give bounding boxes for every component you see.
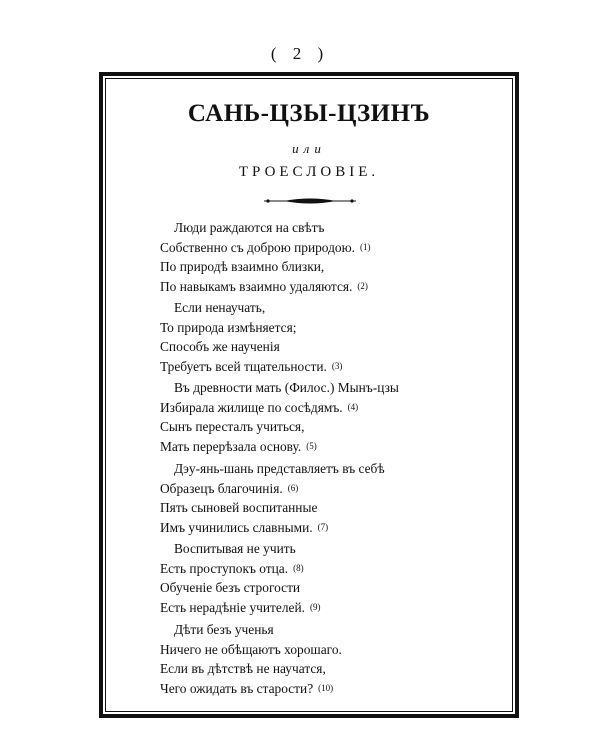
verse-line <box>160 437 399 457</box>
verse-text: Мать перерѣзала основу. <box>160 438 302 454</box>
footnote-marker: (1) <box>359 241 371 252</box>
footnote-marker: (5) <box>306 440 317 451</box>
verse-text: Требуетъ всей тщательности. <box>160 358 327 374</box>
verse-line <box>160 620 342 640</box>
stanza <box>160 620 342 698</box>
verse-text: Сынъ пересталъ учиться, <box>160 419 305 434</box>
verse-text: По природѣ взаимно близки, <box>160 259 325 274</box>
verse-line <box>160 378 399 398</box>
stanza <box>160 298 342 376</box>
verse-line <box>160 679 342 699</box>
verse-text: Ничего не обѣщаютъ хорошаго. <box>160 641 342 657</box>
footnote-marker: (4) <box>347 401 359 412</box>
verse-text: Въ древности мать (Филос.) Мынъ-цзы <box>174 380 399 395</box>
page-subtitle: ТРОЕСЛОВІЕ. <box>238 164 380 180</box>
footnote-marker: (8) <box>293 562 304 573</box>
verse-line <box>160 498 385 518</box>
verse-line <box>160 218 370 238</box>
footnote-marker: (3) <box>331 360 343 371</box>
verse-line <box>160 578 320 598</box>
verse-text: Имъ учинились славными. <box>160 519 313 535</box>
verse-line <box>160 539 320 559</box>
verse-line <box>160 417 399 437</box>
stanza <box>160 218 370 296</box>
footnote-marker: (2) <box>357 280 368 291</box>
verse-text: Чего ожидать въ старости? <box>160 680 314 696</box>
verse-text: Люди раждаются на свѣтъ <box>174 220 325 235</box>
verse-text: Способъ же наученія <box>160 339 280 354</box>
verse-text: Избирала жилище по сосѣдямъ. <box>160 399 343 415</box>
verse-line <box>160 479 385 499</box>
verse-text: Если въ дѣтствѣ не научатся, <box>160 661 326 676</box>
verse-text: То природа измѣняется; <box>160 319 297 335</box>
verse-line <box>160 318 342 338</box>
verse-line <box>160 277 370 297</box>
verse-line <box>160 257 370 277</box>
verse-line <box>160 659 342 679</box>
verse-text: Дэу-янь-шань представляетъ въ себѣ <box>174 461 385 476</box>
footnote-marker: (6) <box>287 482 299 493</box>
ornament-divider <box>262 194 358 208</box>
verse-text: Воспитывая не учить <box>174 541 296 556</box>
footnote-marker: (9) <box>309 601 321 612</box>
title-connector: или <box>292 141 326 156</box>
stanza <box>160 378 399 456</box>
verse-text: Образецъ благочинія. <box>160 480 283 496</box>
page-title: САНЬ-ЦЗЫ-ЦЗИНЪ <box>187 100 431 127</box>
verse-text: Обученіе безъ строгости <box>160 580 301 595</box>
verse-line <box>160 238 370 258</box>
verse-line <box>160 559 320 579</box>
verse-line <box>160 598 320 618</box>
verse-text: Есть проступокъ отца. <box>160 560 289 576</box>
footnote-marker: (10) <box>318 682 334 693</box>
verse-line <box>160 298 342 318</box>
verse-line <box>160 518 385 538</box>
verse-text: Если ненаучать, <box>174 300 266 315</box>
verse-line <box>160 398 399 418</box>
verse-text: Собственно съ доброю природою. <box>160 239 355 255</box>
page-number: ( 2 ) <box>270 44 330 63</box>
verse-line <box>160 337 342 357</box>
verse-text: По навыкамъ взаимно удаляются. <box>160 278 353 294</box>
stanza <box>160 459 385 537</box>
verse-text: Есть нерадѣніе учителей. <box>160 599 305 615</box>
verse-text: Пять сыновей воспитанные <box>160 500 318 515</box>
verse-line <box>160 640 342 660</box>
verse-line <box>160 459 385 479</box>
stanza <box>160 539 320 617</box>
verse-line <box>160 357 342 377</box>
verse-text: Дѣти безъ ученья <box>174 622 274 637</box>
footnote-marker: (7) <box>317 521 329 532</box>
